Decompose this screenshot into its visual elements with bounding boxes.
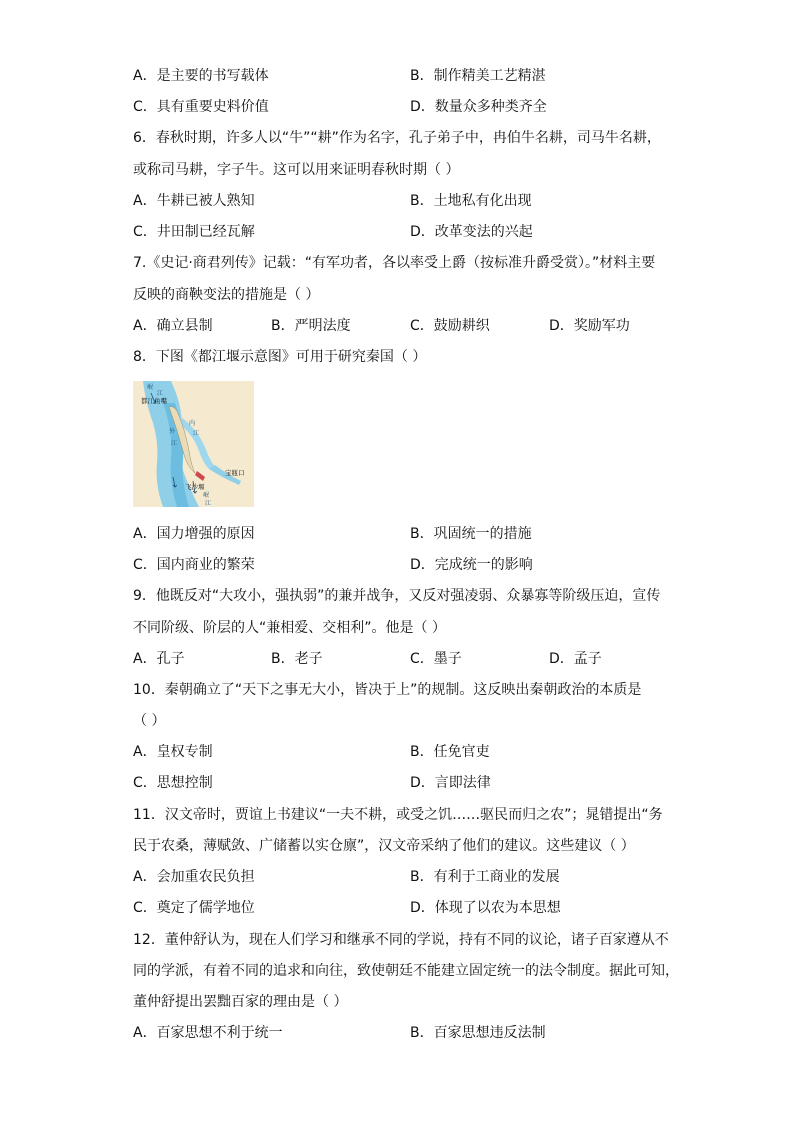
label-min-1: 岷 xyxy=(147,384,154,391)
q6-option-c: C．井田制已经瓦解 xyxy=(133,224,255,240)
q7-stem-line2: 反映的商鞅变法的措施是（ ） xyxy=(133,287,320,303)
q7-option-c: C．鼓励耕织 xyxy=(410,318,490,334)
q7-stem-line1: 7.《史记·商君列传》记载：“有军功者，各以率受上爵（按标准升爵受赏）。”材料主要 xyxy=(133,255,656,271)
q9-option-a: A．孔子 xyxy=(133,651,185,667)
label-nei-jiang: 江 xyxy=(193,430,200,437)
q12-option-a: A．百家思想不利于统一 xyxy=(133,1025,283,1041)
q9-option-d: D．孟子 xyxy=(549,651,602,667)
q5-option-d: D．数量众多种类齐全 xyxy=(410,99,547,115)
q10-stem-line2: （ ） xyxy=(133,713,166,729)
label-feishayan: 飞沙堰 xyxy=(185,483,205,491)
q11-option-b: B．有利于工商业的发展 xyxy=(410,869,560,885)
q9-option-c: C．墨子 xyxy=(410,651,462,667)
label-min-2: 岷 xyxy=(203,492,210,499)
dujiangyan-map-figure xyxy=(133,381,254,507)
label-wai-jiang: 江 xyxy=(171,440,178,447)
q7-option-b: B．严明法度 xyxy=(271,318,351,334)
q9-stem-line2: 不同阶级、阶层的人“兼相爱、交相利”。他是（ ） xyxy=(133,620,446,636)
label-yuzui: 都江鱼嘴 xyxy=(141,397,167,405)
q6-stem-line2: 或称司马耕，字子牛。这可以用来证明春秋时期（ ） xyxy=(133,162,460,178)
q12-stem-line3: 董仲舒提出罢黜百家的理由是（ ） xyxy=(133,994,348,1010)
q6-option-b: B．土地私有化出现 xyxy=(410,193,532,209)
q11-option-c: C．奠定了儒学地位 xyxy=(133,900,255,916)
q11-option-a: A．会加重农民负担 xyxy=(133,869,255,885)
q6-option-a: A．牛耕已被人熟知 xyxy=(133,193,255,209)
q7-option-a: A．确立县制 xyxy=(133,318,213,334)
q8-option-c: C．国内商业的繁荣 xyxy=(133,557,255,573)
label-wai: 外 xyxy=(169,428,176,435)
q11-option-d: D．体现了以农为本思想 xyxy=(410,900,561,916)
q10-stem-line1: 10．秦朝确立了“天下之事无大小，皆决于上”的规制。这反映出秦朝政治的本质是 xyxy=(133,682,642,698)
q10-option-a: A．皇权专制 xyxy=(133,744,213,760)
q9-option-b: B．老子 xyxy=(271,651,323,667)
q11-stem-line2: 民于农桑，薄赋敛、广储蓄以实仓廪”，汉文帝采纳了他们的建议。这些建议（ ） xyxy=(133,838,635,854)
q7-option-d: D．奖励军功 xyxy=(549,318,630,334)
q8-option-a: A．国力增强的原因 xyxy=(133,526,255,542)
q11-stem-line1: 11．汉文帝时，贾谊上书建议“一夫不耕，或受之饥……驱民而归之农”；晁错提出“务 xyxy=(133,807,663,823)
q6-option-d: D．改革变法的兴起 xyxy=(410,224,533,240)
q8-option-d: D．完成统一的影响 xyxy=(410,557,533,573)
q5-option-c: C．具有重要史料价值 xyxy=(133,99,269,115)
label-jiang-1: 江 xyxy=(157,390,164,397)
q8-option-b: B．巩固统一的措施 xyxy=(410,526,532,542)
q5-option-b: B．制作精美工艺精湛 xyxy=(410,68,546,84)
q8-stem: 8．下图《都江堰示意图》可用于研究秦国（ ） xyxy=(133,349,427,365)
q10-option-b: B．任免官吏 xyxy=(410,744,490,760)
q12-stem-line1: 12．董仲舒认为，现在人们学习和继承不同的学说，持有不同的议论，诸子百家遵从不 xyxy=(133,932,669,948)
q10-option-d: D．言即法律 xyxy=(410,775,491,791)
q10-option-c: C．思想控制 xyxy=(133,775,213,791)
q12-stem-line2: 同的学派，有着不同的追求和向往，致使朝廷不能建立固定统一的法令制度。据此可知， xyxy=(133,963,679,979)
label-nei: 内 xyxy=(189,420,196,427)
label-baopingkou: 宝瓶口 xyxy=(225,469,245,477)
q12-option-b: B．百家思想违反法制 xyxy=(410,1025,546,1041)
q5-option-a: A．是主要的书写载体 xyxy=(133,68,269,84)
q6-stem-line1: 6．春秋时期，许多人以“牛”“耕”作为名字，孔子弟子中，冉伯牛名耕，司马牛名耕， xyxy=(133,130,661,146)
dujiangyan-map-svg xyxy=(133,381,254,507)
label-jiang-2: 江 xyxy=(205,500,212,507)
q9-stem-line1: 9．他既反对“大攻小，强执弱”的兼并战争，又反对强凌弱、众暴寡等阶级压迫，宣传 xyxy=(133,588,661,604)
